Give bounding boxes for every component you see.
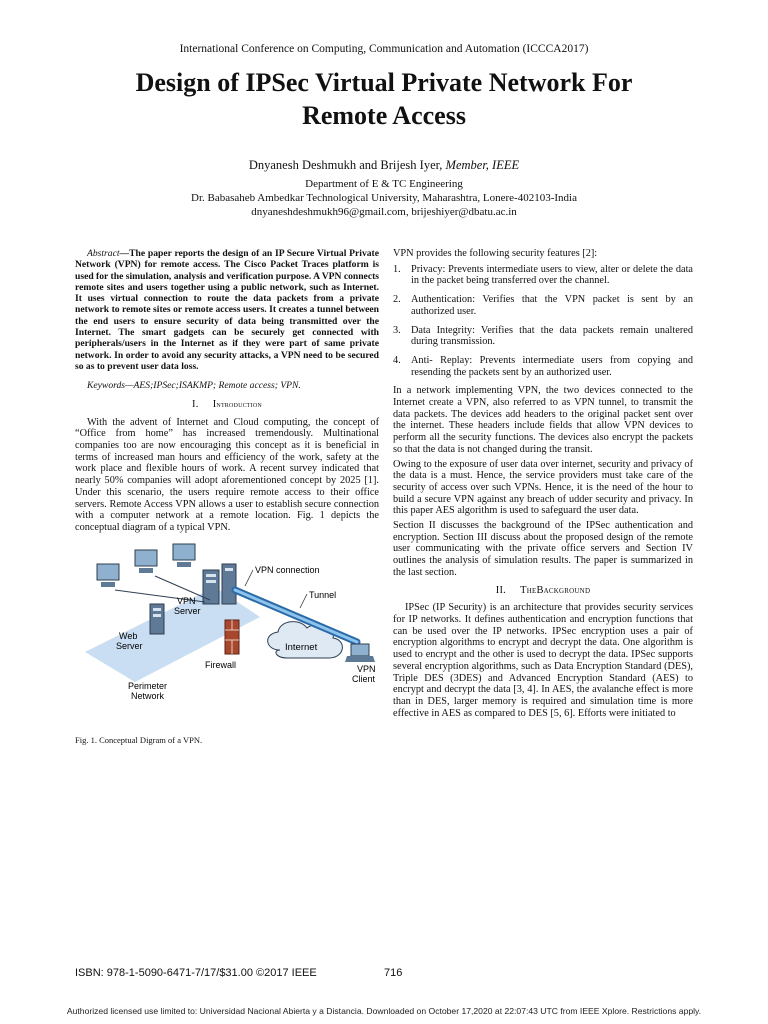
- license-notice: Authorized licensed use limited to: Universidad Nacional Abierta y a Distancia. Downloaded on October 17,2020 at 22:07:43 UTC from IEEE Xplore. Restrictions apply.: [66, 1006, 702, 1016]
- label-vpn-connection: VPN connection: [255, 564, 320, 575]
- list-text: Privacy: Prevents intermediate users to view, alter or delete the data in the packet being transferred over the channel.: [411, 263, 693, 287]
- abstract-label: Abstract: [87, 248, 120, 259]
- vpn-server-icon: [203, 564, 236, 604]
- label-firewall: Firewall: [205, 659, 237, 670]
- vpn-diagram: [75, 542, 375, 717]
- title-line-2: Remote Access: [302, 101, 466, 130]
- authors: [0, 158, 768, 173]
- section-numeral: II.: [495, 584, 506, 596]
- university: Dr. Babasaheb Ambedkar Technological University, Maharashtra, Lonere-402103-India: [191, 192, 577, 204]
- emails: dnyaneshdeshmukh96@gmail.com, brijeshiyer@dbatu.ac.in: [251, 206, 517, 218]
- department: Department of E & TC Engineering: [305, 178, 463, 190]
- label-perimeter-line2: Network: [131, 690, 165, 701]
- author-names: Dnyanesh Deshmukh and Brijesh Iyer,: [248, 158, 443, 172]
- section-numeral: I.: [192, 398, 199, 410]
- list-text: Authentication: Verifies that the VPN packet is sent by an authorized user.: [411, 294, 693, 317]
- firewall-icon: [225, 620, 239, 654]
- paragraph-sections-overview: Section II discusses the background of the IPSec authentication and encryption. Section III discuss about the proposed design of the remote user communicating with the private office servers and Section IV outlines the analysis of simulation results. The paper is summarized in the last section.: [393, 520, 693, 578]
- lan-computer-icon: [173, 544, 195, 567]
- list-number: 4.: [393, 354, 401, 366]
- keywords: Keywords—AES;IPSec;ISAKMP; Remote access; VPN.: [87, 380, 301, 392]
- label-perimeter-line1: Perimeter: [128, 680, 168, 691]
- lan-computer-icon: [135, 550, 157, 573]
- label-web-server-line1: Web: [119, 630, 138, 641]
- left-column: [75, 248, 379, 746]
- vpn-connection-pointer: [245, 570, 253, 586]
- abstract-text: —The paper reports the design of an IP Secure Virtual Private Network (VPN) for remote access. The Cisco Packet Traces platform is used for the simulation, analysis and verification purpose. A VPN connects remote sites and users together using a public network, such as Internet. It uses virtual connection to route the data packets from a private network to remote sites or remote access users. It creates a tunnel between the end users to ensure security of data being transmitted over the Internet. The smart gadgets can be securely get connected with peripherals/users in the Internet as if they were part of same private network. In order to avoid any security attacks, a VPN need to be secured so as to prevent user data loss.: [75, 248, 380, 372]
- title-line-1: Design of IPSec Virtual Private Network For: [135, 68, 633, 97]
- paragraph-vpn-devices: In a network implementing VPN, the two devices connected to the Internet create a VPN, also referred to as VPN tunnel, to transmit the data packets. The devices add headers to the original packet sent over the internet. These headers include fields that allow VPN devices to perform all the security functions. The devices also encrypt the packets so that the data is not changed during the transit.: [393, 385, 693, 455]
- paper-title: [60, 66, 708, 132]
- list-item: [393, 264, 693, 287]
- vpn-diagram-svg: [75, 542, 375, 717]
- figure-caption: Fig. 1. Conceptual Digram of a VPN.: [75, 734, 203, 745]
- vpn-client-laptop-icon: [345, 644, 375, 662]
- author-role: Member, IEEE: [445, 158, 520, 172]
- label-vpn-server-line1: VPN: [177, 595, 196, 606]
- list-number: 1.: [393, 263, 401, 275]
- right-column: [393, 248, 693, 722]
- label-tunnel: Tunnel: [309, 589, 337, 600]
- list-text: Anti- Replay: Prevents intermediate users from copying and resending the packets sent by an authorized user.: [411, 354, 693, 378]
- conference-header: International Conference on Computing, Communication and Automation (ICCCA2017): [179, 43, 589, 55]
- label-vpn-client-line2: Client: [352, 673, 375, 684]
- label-vpn-client-line1: VPN: [357, 663, 375, 674]
- features-intro: VPN provides the following security features [2]:: [393, 248, 598, 259]
- list-number: 2.: [393, 294, 401, 306]
- label-vpn-server-line2: Server: [174, 605, 201, 616]
- paragraph-ipsec: IPSec (IP Security) is an architecture that provides security services for IP networks. It defines authentication and encryption functions that can be used over the IP networks. IPSec encryption uses a pair of encryption algorithms to encrypt and decrypt the data. One algorithm is used to encrypt and the other is used to decrypt the data. IPSec supports several encryption algorithms, such as Data Encryption Standard (DES), Triple DES (3DES) and Advanced Encryption Standard (AES) to encrypt and decrypt the data [3, 4]. In AES, the avalanche effect is more than in DES, larger memory is required and simulation time is more effective in AES as compared to DES [5, 6]. Efforts were initiated to: [393, 602, 693, 719]
- tunnel-pointer: [300, 594, 307, 608]
- page-number: 716: [384, 967, 403, 979]
- list-item: [393, 325, 693, 348]
- web-server-icon: [150, 604, 164, 634]
- abstract: [75, 248, 379, 372]
- label-web-server-line2: Server: [116, 640, 143, 651]
- list-number: 3.: [393, 324, 401, 336]
- lan-computer-icon: [97, 564, 119, 587]
- label-internet: Internet: [285, 641, 318, 653]
- paragraph-security-privacy: Owing to the exposure of user data over internet, security and privacy of the data is a must. Hence, the service providers must take care of the security of access over such VPNs. Hence, it is the need of the hour to build a secure VPN against any breach of udder security and privacy. In this paper AES algorithm is used to safeguard the user data.: [393, 458, 693, 517]
- list-item: [393, 355, 693, 378]
- list-item: [393, 294, 693, 317]
- security-features-list: [393, 264, 693, 379]
- section-title-rest: ntroduction: [216, 398, 262, 409]
- section-title: TheBackground: [520, 584, 591, 596]
- list-text: Data Integrity: Verifies that the data packets remain unaltered during transmission.: [411, 324, 693, 348]
- section-first-letter: I: [212, 398, 217, 410]
- section-heading-background: [393, 585, 693, 597]
- introduction-paragraph: With the advent of Internet and Cloud computing, the concept of “Office from home” has increased tremendously. Multinational companies too are now encouraging this concept as it is beneficial in terms of increased man hours and efficiency of the work, safety at the work place and flexible hours of work. A recent survey indicated that nearly 50% companies will adopt aforementioned concept by 2025 [1]. Under this scenario, the users require remote access to their office servers. Remote Access VPN allows a user to establish secure connection with a computer network at a remote location. Fig. 1 depicts the conceptual diagram of a typical VPN.: [75, 416, 379, 533]
- section-heading-introduction: [75, 399, 379, 411]
- isbn-footer: ISBN: 978-1-5090-6471-7/17/$31.00 ©2017 IEEE: [75, 967, 317, 979]
